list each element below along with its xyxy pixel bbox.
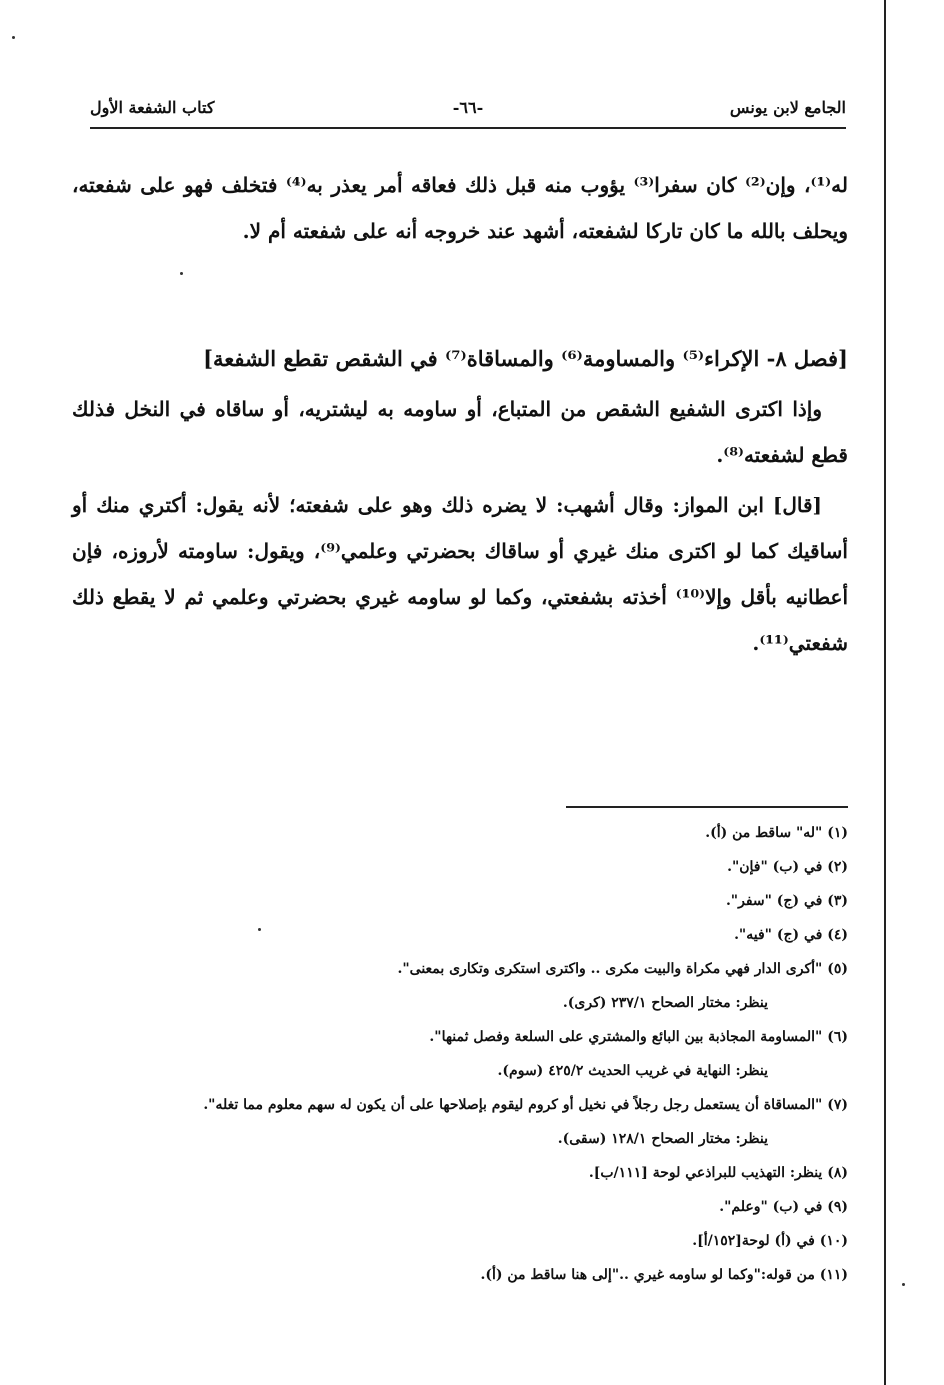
page-number: -٦٦- <box>452 98 484 117</box>
book-title: الجامع لابن يونس <box>729 98 846 117</box>
footnote: (١) "له" ساقط من (أ). <box>705 825 848 841</box>
section-heading: [فصل ٨- الإكراء⁽⁵⁾ والمساومة⁽⁶⁾ والمساقاة⁽⁷⁾ في الشقص تقطع الشفعة] <box>203 346 848 371</box>
chapter-title: كتاب الشفعة الأول <box>90 98 215 117</box>
footnote: (٥) "أكرى الدار فهي مكراة والبيت مكرى .. واكترى استكرى وتكارى بمعنى". <box>397 961 848 977</box>
header-rule <box>90 127 846 129</box>
footnote: (١٠) في (أ) لوحة[١٥٢/أ]. <box>692 1233 848 1249</box>
footnote-reference: ينظر: النهاية في غريب الحديث ٤٢٥/٢ (سوم). <box>497 1063 768 1079</box>
footnote: (٩) في (ب) "وعلم". <box>719 1199 848 1215</box>
paragraph-continuation: له⁽¹⁾، وإن⁽²⁾ كان سفرا⁽³⁾ يؤوب منه قبل ذلك فعاقه أمر يعذر به⁽⁴⁾ فتخلف فهو على شفعته، ويحلف بالله ما كان تاركا لشفعته، أشهد عند خروجه أنه على شفعته أم لا. <box>72 173 848 243</box>
footnote: (٢) في (ب) "فإن". <box>727 859 848 875</box>
footnote: (١١) من قوله:"وكما لو ساومه غيري .."إلى هنا ساقط من (أ). <box>480 1267 848 1283</box>
footnote: (٣) في (ج) "سفر". <box>725 893 848 909</box>
footnote: (٤) في (ج) "فيه". <box>734 927 848 943</box>
footnote: (٧) "المساقاة أن يستعمل رجل رجلاً في نخيل أو كروم ليقوم بإصلاحها على أن يكون له سهم معلوم مما تغله". <box>203 1097 848 1113</box>
footnote-reference: ينظر: مختار الصحاح ١٢٨/١ (سقى). <box>557 1131 768 1147</box>
scan-speck <box>902 1283 905 1286</box>
scan-speck <box>12 36 15 39</box>
page-edge-line <box>884 0 886 1385</box>
footnote: (٦) "المساومة المجاذبة بين البائع والمشتري على السلعة وفصل ثمنها". <box>429 1029 848 1045</box>
paragraph-ruling: وإذا اكترى الشفيع الشقص من المتباع، أو ساومه به ليشتريه، أو ساقاه في النخل فذلك قطع لشفعته⁽⁸⁾. <box>72 397 848 467</box>
footnote: (٨) ينظر: التهذيب للبراذعي لوحة [١١١/ب]. <box>588 1165 848 1181</box>
scan-speck <box>180 272 183 275</box>
footnotes-list <box>90 818 848 1294</box>
paragraph-opinion: [قال] ابن المواز: وقال أشهب: لا يضره ذلك وهو على شفعته؛ لأنه يقول: أكتري منك أو أساقيك كما لو اكترى منك غيري أو ساقاك بحضرتي وعلمي⁽⁹⁾، ويقول: ساومته لأروزه، فإن أعطانيه بأقل وإلا⁽¹⁰⁾ أخذته بشفعتي، وكما لو ساومه غيري بحضرتي وعلمي ثم لا يقطع ذلك شفعتي⁽¹¹⁾. <box>72 493 848 655</box>
footnote-reference: ينظر: مختار الصحاح ٢٣٧/١ (كرى). <box>562 995 768 1011</box>
running-header <box>90 96 846 126</box>
footnote-separator <box>566 806 848 808</box>
